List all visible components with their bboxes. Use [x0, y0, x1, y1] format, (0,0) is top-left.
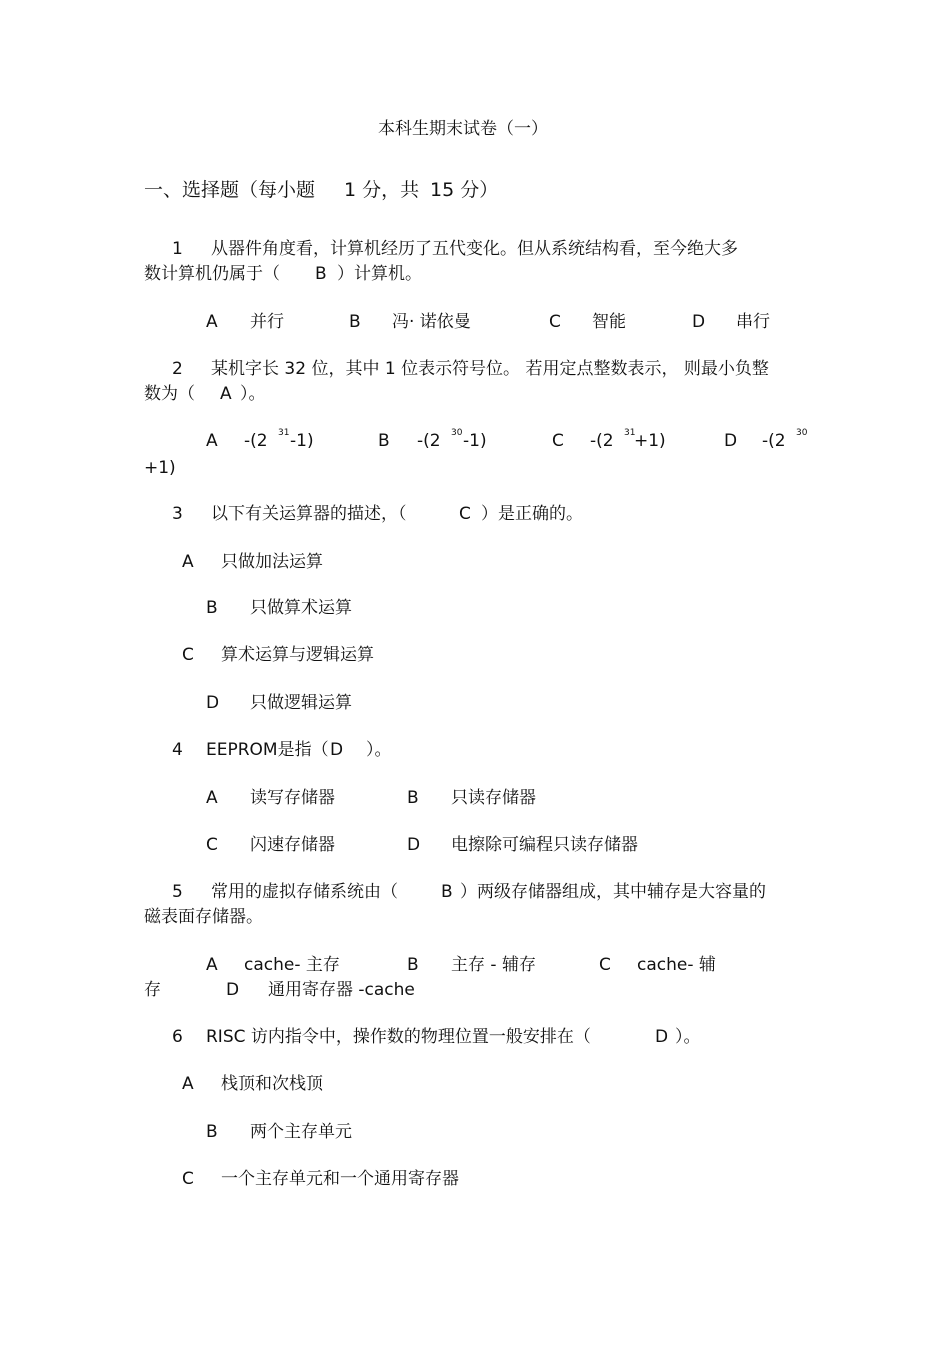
question-2-text-line2: 数为（ — [144, 384, 195, 404]
q3-option-b-text: 只做算术运算 — [250, 598, 352, 618]
q2-option-d-rest: +1) — [144, 458, 176, 478]
q6-option-b-letter: B — [206, 1122, 218, 1142]
question-5-text-line2: 磁表面存储器。 — [144, 907, 263, 927]
section-score-total: 15 分） — [430, 179, 499, 201]
question-4-text-end: ）。 — [366, 740, 392, 760]
question-6-text: RISC 访内指令中，操作数的物理位置一般安排在（ — [206, 1027, 591, 1047]
question-3-text: 以下有关运算器的描述，（ — [211, 504, 407, 524]
q2-option-b-exponent: 30 — [451, 428, 463, 438]
question-6-number: 6 — [172, 1027, 183, 1047]
q3-option-b-letter: B — [206, 598, 218, 618]
q6-option-a-letter: A — [182, 1074, 194, 1094]
question-2-text-line2-end: ）。 — [240, 384, 266, 404]
question-5-number: 5 — [172, 882, 183, 902]
q3-option-d-letter: D — [206, 693, 220, 713]
question-1-text-line2-end: ）计算机。 — [337, 264, 422, 284]
q3-option-c-text: 算术运算与逻辑运算 — [221, 645, 374, 665]
q4-option-d-text: 电擦除可编程只读存储器 — [451, 835, 638, 855]
q1-option-c-text: 智能 — [592, 312, 626, 332]
q5-option-a-text: cache- 主存 — [244, 955, 340, 975]
q5-option-c-text-wrap: 存 — [144, 980, 161, 1000]
q5-option-d-letter: D — [226, 980, 240, 1000]
question-5-answer: B — [441, 882, 453, 902]
q5-option-b-text: 主存 - 辅存 — [451, 955, 536, 975]
q4-option-b-letter: B — [407, 788, 419, 808]
q2-option-a-base: -(2 — [244, 431, 268, 451]
q2-option-d-base: -(2 — [762, 431, 786, 451]
q2-option-a-rest: -1) — [290, 431, 314, 451]
q2-option-a-exponent: 31 — [278, 428, 290, 438]
q5-option-c-text: cache- 辅 — [637, 955, 716, 975]
page-title: 本科生期末试卷（一） — [378, 119, 548, 139]
question-6-text-end: ）。 — [675, 1027, 701, 1047]
question-1-text-line1: 从器件角度看，计算机经历了五代变化。但从系统结构看，至今绝大多 — [211, 239, 738, 259]
q1-option-a-letter: A — [206, 312, 218, 332]
q2-option-a-letter: A — [206, 431, 218, 451]
question-1-number: 1 — [172, 239, 183, 259]
q1-option-b-text: 冯· 诺依曼 — [392, 312, 471, 332]
q3-option-a-text: 只做加法运算 — [221, 552, 323, 572]
question-3-answer: C — [459, 504, 471, 524]
q6-option-c-letter: C — [182, 1169, 194, 1189]
q1-option-d-text: 串行 — [736, 312, 770, 332]
q2-option-c-exponent: 31 — [624, 428, 636, 438]
question-3-text-end: ）是正确的。 — [481, 504, 583, 524]
question-6-answer: D — [655, 1027, 669, 1047]
q4-option-c-letter: C — [206, 835, 218, 855]
q2-option-c-base: -(2 — [590, 431, 614, 451]
question-3-number: 3 — [172, 504, 183, 524]
q1-option-d-letter: D — [692, 312, 706, 332]
q3-option-a-letter: A — [182, 552, 194, 572]
q2-option-c-letter: C — [552, 431, 564, 451]
question-5-text: 常用的虚拟存储系统由（ — [211, 882, 398, 902]
section-score-per-item: 1 分，共 — [344, 179, 420, 201]
q6-option-c-text: 一个主存单元和一个通用寄存器 — [221, 1169, 459, 1189]
q1-option-b-letter: B — [349, 312, 361, 332]
q2-option-b-letter: B — [378, 431, 390, 451]
question-5-text-end: ）两级存储器组成，其中辅存是大容量的 — [460, 882, 766, 902]
question-4-number: 4 — [172, 740, 183, 760]
q2-option-d-exponent: 30 — [796, 428, 808, 438]
q4-option-b-text: 只读存储器 — [451, 788, 536, 808]
q5-option-b-letter: B — [407, 955, 419, 975]
q2-option-d-letter: D — [724, 431, 738, 451]
q5-option-a-letter: A — [206, 955, 218, 975]
q5-option-c-letter: C — [599, 955, 611, 975]
q2-option-b-rest: -1) — [463, 431, 487, 451]
question-2-answer: A — [220, 384, 232, 404]
q4-option-a-text: 读写存储器 — [250, 788, 335, 808]
q3-option-d-text: 只做逻辑运算 — [250, 693, 352, 713]
question-4-text: EEPROM是指（ — [206, 740, 329, 760]
q6-option-b-text: 两个主存单元 — [250, 1122, 352, 1142]
q4-option-a-letter: A — [206, 788, 218, 808]
q1-option-a-text: 并行 — [250, 312, 284, 332]
q6-option-a-text: 栈顶和次栈顶 — [221, 1074, 323, 1094]
q1-option-c-letter: C — [549, 312, 561, 332]
question-1-answer: B — [315, 264, 327, 284]
q2-option-c-rest: +1) — [634, 431, 666, 451]
question-2-number: 2 — [172, 359, 183, 379]
q2-option-b-base: -(2 — [417, 431, 441, 451]
question-2-text-line1: 某机字长 32 位，其中 1 位表示符号位。 若用定点整数表示， 则最小负整 — [211, 359, 769, 379]
q4-option-c-text: 闪速存储器 — [250, 835, 335, 855]
q5-option-d-text: 通用寄存器 -cache — [268, 980, 415, 1000]
q3-option-c-letter: C — [182, 645, 194, 665]
question-1-text-line2: 数计算机仍属于（ — [144, 264, 280, 284]
q4-option-d-letter: D — [407, 835, 421, 855]
question-4-answer: D — [330, 740, 344, 760]
section-heading: 一、选择题（每小题 — [144, 179, 316, 201]
